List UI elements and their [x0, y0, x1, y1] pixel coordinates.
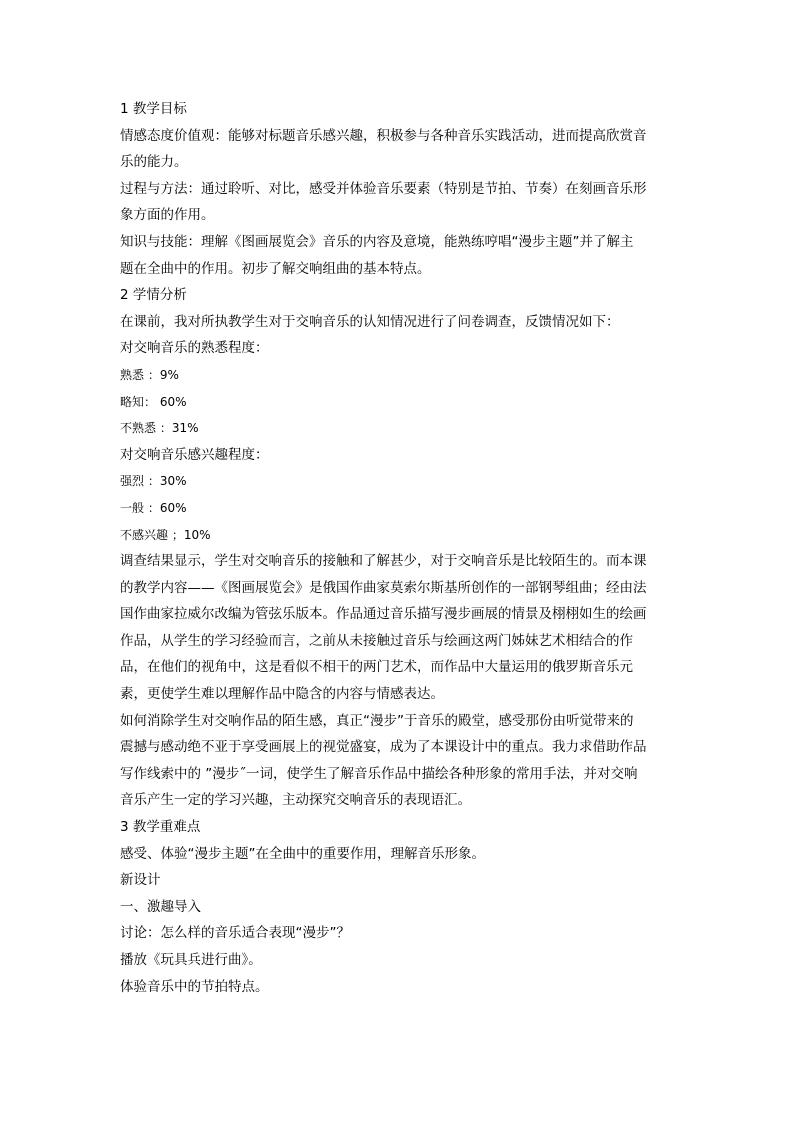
paragraph-line: 知识与技能：理解《图画展览会》音乐的内容及意境，能熟练哼唱“漫步主题”并了解主 [120, 233, 634, 250]
paragraph-line: 感受、体验“漫步主题”在全曲中的重要作用，理解音乐形象。 [120, 845, 485, 862]
survey-item: 略知： 60% [120, 394, 187, 409]
paragraph-line: 的教学内容——《图画展览会》是俄国作曲家莫索尔斯基所创作的一部钢琴组曲；经由法 [120, 579, 647, 596]
paragraph-line: 体验音乐中的节拍特点。 [120, 978, 269, 995]
section-heading: 新设计 [120, 872, 161, 889]
subsection-heading: 一、激趣导入 [120, 898, 201, 915]
paragraph-line: 过程与方法：通过聆听、对比，感受并体验音乐要素（特别是节拍、节奏）在刻画音乐形 [120, 180, 647, 197]
paragraph-line: 象方面的作用。 [120, 207, 215, 224]
paragraph-line: 如何消除学生对交响作品的陌生感，真正“漫步”于音乐的殿堂，感受那份由听觉带来的 [120, 712, 634, 729]
paragraph-line: 讨论：怎么样的音乐适合表现“漫步”？ [120, 925, 350, 942]
survey-heading: 对交响音乐感兴趣程度： [120, 446, 269, 463]
paragraph-line: 素，更使学生难以理解作品中隐含的内容与情感表达。 [120, 686, 444, 703]
paragraph-line: 震撼与感动绝不亚于享受画展上的视觉盛宴，成为了本课设计中的重点。我力求借助作品 [120, 739, 647, 756]
paragraph-line: 品，在他们的视角中，这是看似不相干的两门艺术，而作品中大量运用的俄罗斯音乐元 [120, 659, 633, 676]
survey-item: 一般 ：60% [120, 500, 187, 515]
paragraph-line: 题在全曲中的作用。初步了解交响组曲的基本特点。 [120, 260, 431, 277]
paragraph-line: 乐的能力。 [120, 154, 188, 171]
paragraph-line: 情感态度价值观：能够对标题音乐感兴趣，积极参与各种音乐实践活动，进而提高欣赏音 [120, 127, 647, 144]
section-heading: 1 教学目标 [120, 101, 187, 117]
document-body [120, 96, 680, 1000]
paragraph-line: 国作曲家拉威尔改编为管弦乐版本。作品通过音乐描写漫步画展的情景及栩栩如生的绘画 [120, 606, 647, 623]
paragraph-line: 写作线索中的 ”漫步˝一词，使学生了解音乐作品中描绘各种形象的常用手法，并对交响 [120, 765, 638, 782]
paragraph-line: 播放《玩具兵进行曲》。 [120, 952, 262, 968]
survey-item: 不熟悉 ：31% [120, 421, 199, 436]
survey-heading: 对交响音乐的熟悉程度： [120, 340, 269, 357]
survey-item: 不感兴趣 ；10% [120, 527, 211, 542]
survey-item: 熟悉 ：9% [120, 367, 179, 382]
survey-item: 强烈 ：30% [120, 474, 187, 489]
paragraph-line: 在课前，我对所执教学生对于交响音乐的认知情况进行了问卷调查，反馈情况如下： [120, 313, 620, 330]
section-heading: 3 教学重难点 [120, 819, 201, 836]
section-heading: 2 学情分析 [120, 287, 187, 304]
paragraph-line: 音乐产生一定的学习兴趣，主动探究交响音乐的表现语汇。 [120, 792, 471, 809]
paragraph-line: 调查结果显示，学生对交响音乐的接触和了解甚少，对于交响音乐是比较陌生的。而本课 [120, 553, 647, 570]
paragraph-line: 作品，从学生的学习经验而言，之前从未接触过音乐与绘画这两门姊妹艺术相结合的作 [120, 632, 633, 649]
